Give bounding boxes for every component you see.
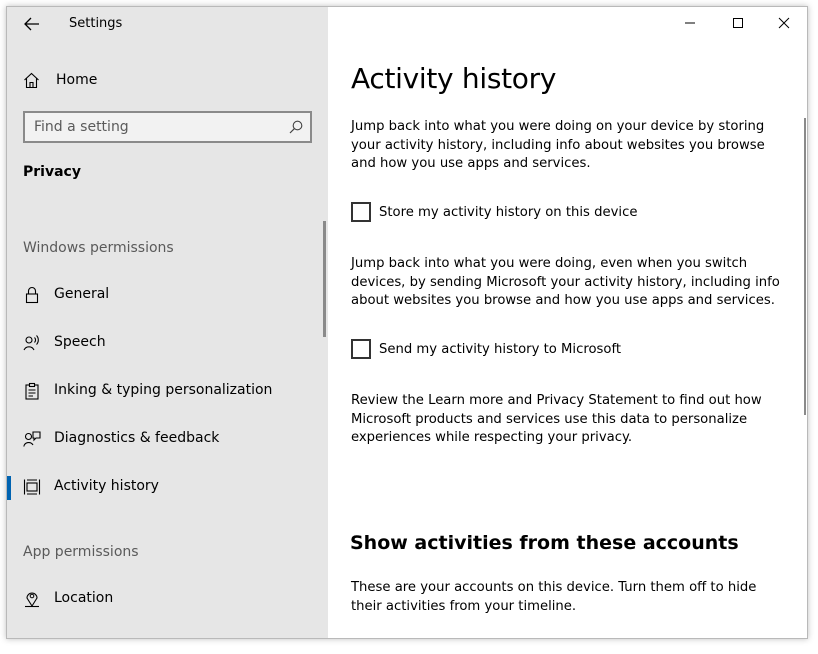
sidebar-item-label: Speech: [54, 334, 106, 350]
sidebar-item-inking-typing[interactable]: [7, 373, 328, 409]
checkbox-box[interactable]: [351, 339, 371, 359]
sidebar-item-label: Activity history: [54, 478, 159, 494]
main-content: [328, 7, 808, 638]
clipboard-icon: [23, 382, 41, 400]
sidebar-item-speech[interactable]: [7, 325, 328, 361]
back-arrow-icon: [24, 17, 40, 31]
group-label-app-permissions: App permissions: [23, 544, 139, 560]
sidebar-scrollbar[interactable]: [323, 221, 326, 337]
sidebar-item-activity-history[interactable]: [7, 469, 328, 505]
search-box[interactable]: [23, 111, 312, 143]
main-scrollbar[interactable]: [804, 118, 806, 415]
sidebar-item-label: General: [54, 286, 110, 302]
page-title: Activity history: [351, 62, 557, 95]
description-send-history: Jump back into what you were doing, even when you switch devices, by sending Microsoft your activity history, including info about websites you browse and how you use apps and services.: [351, 256, 780, 308]
sidebar-item-diagnostics[interactable]: [7, 421, 328, 457]
sidebar-item-label: Diagnostics & feedback: [54, 430, 220, 446]
store-history-checkbox[interactable]: [351, 201, 637, 223]
sidebar: [7, 7, 328, 638]
timeline-icon: [23, 478, 41, 496]
home-icon: [23, 72, 40, 89]
minimize-icon: [684, 17, 696, 29]
sidebar-item-general[interactable]: [7, 277, 328, 313]
settings-window: [6, 6, 808, 639]
active-indicator: [7, 476, 11, 500]
checkbox-box[interactable]: [351, 202, 371, 222]
accounts-subheading: Show activities from these accounts: [350, 532, 739, 554]
home-label: Home: [56, 72, 98, 88]
app-title: Settings: [69, 16, 123, 31]
sidebar-item-label: Inking & typing personalization: [54, 382, 273, 398]
lock-icon: [23, 286, 41, 304]
location-icon: [23, 590, 41, 608]
speech-icon: [23, 334, 41, 352]
send-history-checkbox[interactable]: [351, 338, 621, 360]
back-button[interactable]: [21, 13, 43, 35]
close-icon: [778, 17, 790, 29]
checkbox-label[interactable]: Store my activity history on this device: [379, 204, 638, 220]
minimize-button[interactable]: [667, 11, 713, 35]
sidebar-item-location[interactable]: [7, 581, 328, 617]
description-accounts: These are your accounts on this device. Turn them off to hide their activities from your timeline.: [351, 580, 757, 614]
search-input[interactable]: [34, 119, 279, 135]
search-icon[interactable]: [289, 120, 303, 134]
description-privacy: Review the Learn more and Privacy Statement to find out how Microsoft products and services use this data to personalize experiences while respecting your privacy.: [351, 393, 762, 445]
checkbox-label[interactable]: Send my activity history to Microsoft: [379, 341, 622, 357]
home-nav-item[interactable]: [23, 69, 313, 91]
maximize-icon: [732, 17, 744, 29]
description-device-history: Jump back into what you were doing on your device by storing your activity history, including info about websites you browse and how you use apps and services.: [351, 119, 765, 171]
section-heading-privacy: Privacy: [23, 164, 81, 180]
sidebar-item-label: Location: [54, 590, 114, 606]
maximize-button[interactable]: [715, 11, 761, 35]
close-button[interactable]: [761, 11, 807, 35]
diagnostics-icon: [23, 430, 41, 448]
group-label-windows-permissions: Windows permissions: [23, 240, 174, 256]
